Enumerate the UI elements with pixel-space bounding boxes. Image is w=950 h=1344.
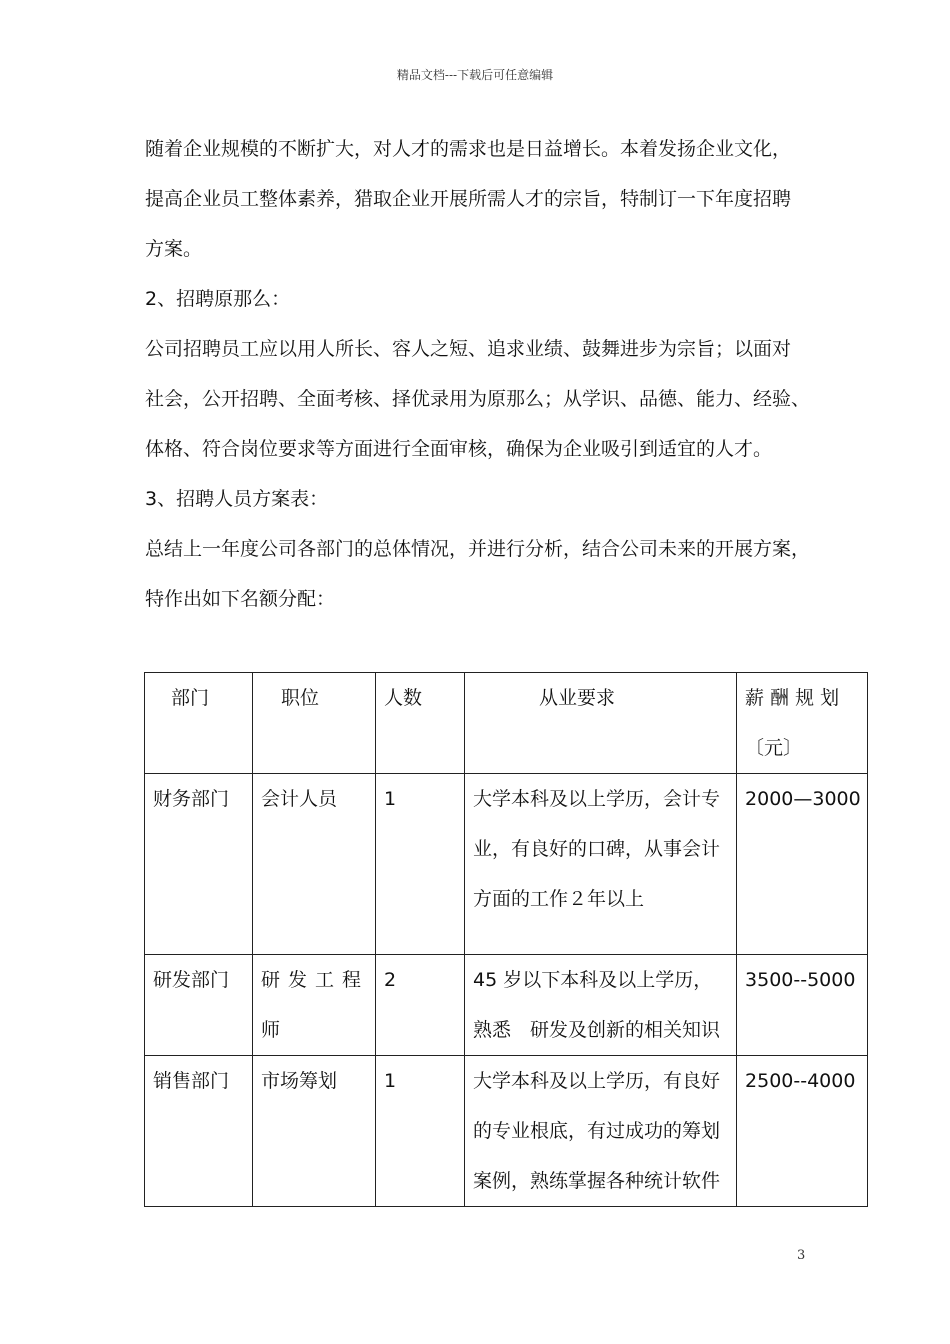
- table-row: [145, 774, 868, 955]
- cell-position: 研发工程 师: [253, 955, 376, 1056]
- section-2-line: 公司招聘员工应以用人所长、容人之短、追求业绩、鼓舞进步为宗旨；以面对: [145, 338, 792, 360]
- cell-position: 会计人员: [253, 774, 376, 955]
- header-count: 人数: [376, 673, 465, 774]
- cell-salary: 2000—3000: [737, 774, 868, 955]
- cell-requirements: 45 岁以下本科及以上学历， 熟悉 研发及创新的相关知识: [465, 955, 737, 1056]
- intro-line: 提高企业员工整体素养，猎取企业开展所需人才的宗旨，特制订一下年度招聘: [145, 188, 792, 210]
- cell-requirements: 大学本科及以上学历，会计专 业，有良好的口碑，从事会计 方面的工作２年以上: [465, 774, 737, 955]
- cell-requirements: 大学本科及以上学历，有良好 的专业根底，有过成功的筹划 案例，熟练掌握各种统计软件: [465, 1056, 737, 1207]
- intro-line: 随着企业规模的不断扩大，对人才的需求也是日益增长。本着发扬企业文化，: [145, 138, 792, 160]
- cell-dept: 财务部门: [145, 774, 253, 955]
- header-salary-line: 薪 酬 规 划: [745, 687, 840, 709]
- header-dept: 部门: [145, 673, 253, 774]
- cell-count: 1: [376, 1056, 465, 1207]
- cell-count: 1: [376, 774, 465, 955]
- section-2-line: 体格、符合岗位要求等方面进行全面审核，确保为企业吸引到适宜的人才。: [145, 438, 773, 460]
- cell-count: 2: [376, 955, 465, 1056]
- table-header-row: [145, 673, 868, 774]
- section-3-line: 特作出如下名额分配：: [145, 588, 336, 610]
- section-3-line: 总结上一年度公司各部门的总体情况，并进行分析，结合公司未来的开展方案，: [145, 538, 811, 560]
- cell-dept: 研发部门: [145, 955, 253, 1056]
- intro-line: 方案。: [145, 238, 203, 260]
- cell-salary: 3500--5000: [737, 955, 868, 1056]
- page-number: 3: [797, 1248, 806, 1263]
- header-requirements: 从业要求: [465, 673, 737, 774]
- section-2-line: 社会，公开招聘、全面考核、择优录用为原那么；从学识、品德、能力、经验、: [145, 388, 811, 410]
- page-header: 精品文档---下载后可任意编辑: [396, 68, 554, 82]
- recruitment-plan-table: [144, 672, 868, 1207]
- intro-paragraph: [145, 124, 845, 274]
- section-3-title: 3、招聘人员方案表：: [145, 488, 329, 510]
- section-2-title: 2、招聘原那么：: [145, 288, 291, 310]
- cell-salary: 2500--4000: [737, 1056, 868, 1207]
- table-row: [145, 1056, 868, 1207]
- table-row: [145, 955, 868, 1056]
- cell-position: 市场筹划: [253, 1056, 376, 1207]
- cell-dept: 销售部门: [145, 1056, 253, 1207]
- header-position: 职位: [253, 673, 376, 774]
- header-salary: [737, 673, 868, 774]
- section-3: [145, 474, 845, 624]
- section-2: [145, 274, 845, 474]
- header-salary-unit: 〔元〕: [745, 737, 803, 759]
